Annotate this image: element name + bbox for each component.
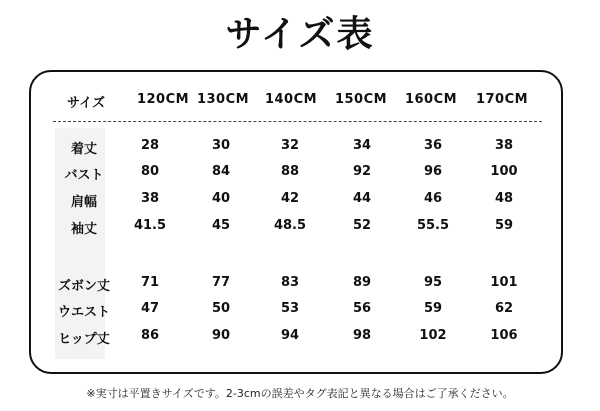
table-cell: 98 (352, 328, 372, 343)
table-cell: 56 (352, 301, 372, 316)
table-row (0, 138, 600, 158)
row-label: 着丈 (70, 142, 97, 157)
size-header-140: 140CM (264, 92, 318, 107)
table-cell: 38 (494, 138, 514, 153)
row-label-column-background (55, 128, 105, 359)
table-cell: 86 (140, 328, 160, 343)
table-cell: 30 (211, 138, 231, 153)
table-cell: 84 (211, 164, 231, 179)
table-cell: 48 (494, 191, 514, 206)
row-label: ヒップ丈 (58, 332, 110, 347)
footnote: ※実寸は平置きサイズです。2-3cmの誤差やタグ表記と異なる場合はご了承ください。 (86, 387, 514, 400)
table-cell: 92 (352, 164, 372, 179)
table-cell: 89 (352, 275, 372, 290)
table-cell: 41.5 (133, 218, 167, 233)
table-cell: 44 (352, 191, 372, 206)
table-cell: 28 (140, 138, 160, 153)
table-cell: 40 (211, 191, 231, 206)
size-header-150: 150CM (334, 92, 388, 107)
table-row (0, 328, 600, 348)
table-row (0, 275, 600, 295)
table-cell: 34 (352, 138, 372, 153)
table-cell: 94 (280, 328, 300, 343)
table-cell: 48.5 (273, 218, 307, 233)
table-cell: 36 (423, 138, 443, 153)
table-cell: 62 (494, 301, 514, 316)
table-cell: 100 (490, 164, 518, 179)
size-header-160: 160CM (404, 92, 458, 107)
table-cell: 59 (423, 301, 443, 316)
page-title: サイズ表 (225, 14, 375, 55)
table-cell: 53 (280, 301, 300, 316)
table-cell: 102 (419, 328, 447, 343)
table-row (0, 218, 600, 238)
table-cell: 101 (490, 275, 518, 290)
row-label: バスト (64, 168, 104, 183)
size-header-130: 130CM (196, 92, 250, 107)
table-cell: 38 (140, 191, 160, 206)
header-divider (53, 121, 542, 122)
table-cell: 32 (280, 138, 300, 153)
table-cell: 106 (490, 328, 518, 343)
table-cell: 88 (280, 164, 300, 179)
size-header-row (0, 92, 600, 112)
table-cell: 52 (352, 218, 372, 233)
table-cell: 46 (423, 191, 443, 206)
table-cell: 90 (211, 328, 231, 343)
table-row (0, 164, 600, 184)
size-header-120: 120CM (136, 92, 190, 107)
table-cell: 50 (211, 301, 231, 316)
table-cell: 42 (280, 191, 300, 206)
table-cell: 55.5 (416, 218, 450, 233)
table-cell: 80 (140, 164, 160, 179)
size-header-label: サイズ (67, 96, 105, 111)
table-cell: 77 (211, 275, 231, 290)
table-cell: 83 (280, 275, 300, 290)
table-cell: 59 (494, 218, 514, 233)
table-cell: 45 (211, 218, 231, 233)
row-label: ウエスト (58, 305, 111, 320)
table-cell: 95 (423, 275, 443, 290)
size-header-170: 170CM (475, 92, 529, 107)
table-row (0, 301, 600, 321)
table-cell: 96 (423, 164, 443, 179)
table-cell: 71 (140, 275, 160, 290)
row-label: 肩幅 (70, 195, 97, 210)
table-cell: 47 (140, 301, 160, 316)
table-row (0, 191, 600, 211)
row-label: ズボン丈 (58, 279, 111, 294)
row-label: 袖丈 (70, 222, 97, 237)
